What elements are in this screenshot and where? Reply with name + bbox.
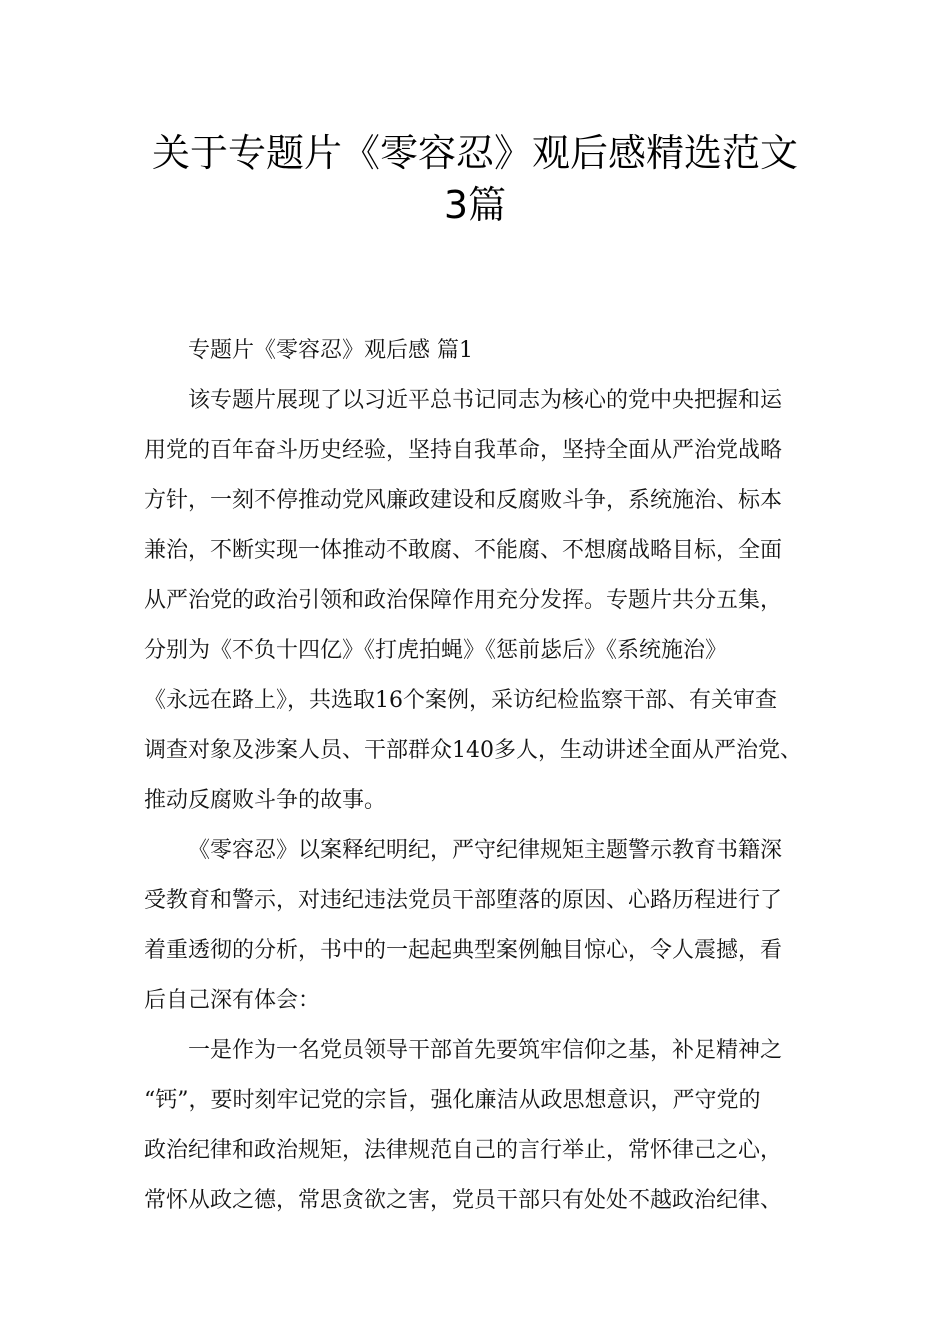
paragraph-line: “钙”，要时刻牢记党的宗旨，强化廉洁从政思想意识，严守党的 bbox=[144, 1088, 761, 1113]
paragraph-line: 用党的百年奋斗历史经验，坚持自我革命，坚持全面从严治党战略 bbox=[144, 438, 783, 463]
paragraph-line: 着重透彻的分析，书中的一起起典型案例触目惊心，令人震撼，看 bbox=[144, 938, 783, 963]
paragraph-line: 常怀从政之德，常思贪欲之害，党员干部只有处处不越政治纪律、 bbox=[144, 1188, 783, 1213]
document-title-line-2: 3篇 bbox=[443, 183, 507, 227]
paragraph-line: 政治纪律和政治规矩，法律规范自己的言行举止，常怀律己之心， bbox=[144, 1138, 783, 1163]
paragraph-line: 调查对象及涉案人员、干部群众140多人，生动讲述全面从严治党、 bbox=[144, 738, 802, 763]
document-title-line-1: 关于专题片《零容忍》观后感精选范文 bbox=[151, 131, 798, 175]
paragraph-line: 该专题片展现了以习近平总书记同志为核心的党中央把握和运 bbox=[188, 388, 783, 413]
paragraph-line: 受教育和警示，对违纪违法党员干部堕落的原因、心路历程进行了 bbox=[144, 888, 783, 913]
paragraph-line: 分别为《不负十四亿》《打虎拍蝇》《惩前毖后》《系统施治》 bbox=[144, 638, 728, 663]
section-heading: 专题片《零容忍》观后感 篇1 bbox=[188, 338, 473, 363]
paragraph-line: 《永远在路上》，共选取16个案例，采访纪检监察干部、有关审查 bbox=[144, 688, 777, 713]
paragraph-line: 兼治，不断实现一体推动不敢腐、不能腐、不想腐战略目标，全面 bbox=[144, 538, 783, 563]
paragraph-line: 从严治党的政治引领和政治保障作用充分发挥。专题片共分五集， bbox=[144, 588, 783, 613]
paragraph-line: 《零容忍》以案释纪明纪，严守纪律规矩主题警示教育书籍深 bbox=[188, 838, 783, 863]
paragraph-line: 后自己深有体会： bbox=[144, 988, 321, 1013]
paragraph-line: 一是作为一名党员领导干部首先要筑牢信仰之基，补足精神之 bbox=[188, 1038, 783, 1063]
paragraph-line: 方针，一刻不停推动党风廉政建设和反腐败斗争，系统施治、标本 bbox=[144, 488, 783, 513]
paragraph-line: 推动反腐败斗争的故事。 bbox=[144, 788, 387, 813]
